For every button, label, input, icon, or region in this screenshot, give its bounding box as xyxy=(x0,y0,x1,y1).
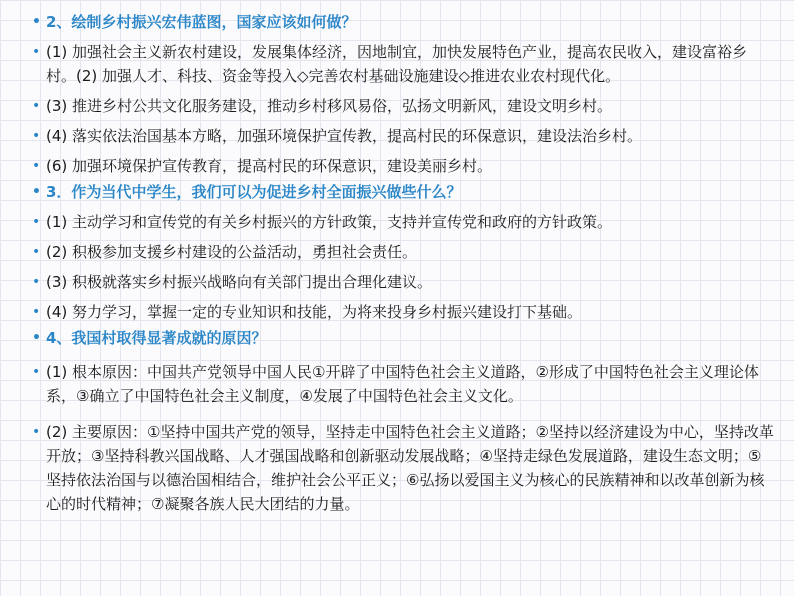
section-4-point-1 xyxy=(32,360,774,408)
item-text: (2) 主要原因：①坚持中国共产党的领导，坚持走中国特色社会主义道路；②坚持以经济建设为中心，坚持改革开放；③坚持科教兴国战略、人才强国战略和创新驱动发展战略；④坚持走绿色发展道路，建设生态文明；⑤坚持依法治国与以德治国相结合，维护社会公平正义；⑥弘扬以爱国主义为核心的民族精神和以改革创新为核心的时代精神；⑦凝聚各族人民大团结的力量。 xyxy=(46,423,774,513)
bullet-marker: • xyxy=(32,330,41,346)
item-text: (3) 推进乡村公共文化服务建设，推动乡村移风易俗，弘扬文明新风，建设文明乡村。 xyxy=(46,97,613,115)
section-3-point-4 xyxy=(32,300,774,324)
item-text: (6) 加强环境保护宣传教育，提高村民的环保意识，建设美丽乡村。 xyxy=(46,157,493,175)
item-text: (3) 积极就落实乡村振兴战略向有关部门提出合理化建议。 xyxy=(46,273,433,291)
section-2-heading xyxy=(32,10,774,34)
section-4-point-2 xyxy=(32,420,774,516)
section-2-point-4 xyxy=(32,124,774,148)
item-text: 2、绘制乡村振兴宏伟蓝图，国家应该如何做？ xyxy=(46,13,357,31)
section-2-point-3 xyxy=(32,94,774,118)
bullet-marker: • xyxy=(32,274,41,290)
bullet-marker: • xyxy=(32,98,41,114)
bullet-marker: • xyxy=(32,364,41,380)
item-text: (1) 加强社会主义新农村建设，发展集体经济，因地制宜，加快发展特色产业，提高农民收入，建设富裕乡村。(2) 加强人才、科技、资金等投入◇完善农村基础设施建设◇推进农业农村现代化。 xyxy=(46,43,748,85)
item-text: (1) 主动学习和宣传党的有关乡村振兴的方针政策，支持并宣传党和政府的方针政策。 xyxy=(46,213,613,231)
item-text: (4) 努力学习，掌握一定的专业知识和技能，为将来投身乡村振兴建设打下基础。 xyxy=(46,303,583,321)
section-3-point-3 xyxy=(32,270,774,294)
section-2-point-1-2 xyxy=(32,40,774,88)
section-3-heading xyxy=(32,180,774,204)
bullet-marker: • xyxy=(32,158,41,174)
section-3-point-2 xyxy=(32,240,774,264)
item-text: (1) 根本原因：中国共产党领导中国人民①开辟了中国特色社会主义道路，②形成了中国特色社会主义理论体系，③确立了中国特色社会主义制度，④发展了中国特色社会主义文化。 xyxy=(46,363,759,405)
section-3-point-1 xyxy=(32,210,774,234)
item-text: (2) 积极参加支援乡村建设的公益活动，勇担社会责任。 xyxy=(46,243,418,261)
bullet-marker: • xyxy=(32,44,41,60)
section-4-heading xyxy=(32,326,774,350)
item-text: (4) 落实依法治国基本方略，加强环境保护宣传教，提高村民的环保意识，建设法治乡村。 xyxy=(46,127,643,145)
item-text: 4、我国村取得显著成就的原因？ xyxy=(46,329,267,347)
bullet-marker: • xyxy=(32,304,41,320)
item-text: 3．作为当代中学生，我们可以为促进乡村全面振兴做些什么？ xyxy=(46,183,462,201)
bullet-marker: • xyxy=(32,128,41,144)
bullet-marker: • xyxy=(32,14,41,30)
bullet-marker: • xyxy=(32,214,41,230)
bullet-marker: • xyxy=(32,184,41,200)
bullet-marker: • xyxy=(32,424,41,440)
section-2-point-6 xyxy=(32,154,774,178)
bullet-marker: • xyxy=(32,244,41,260)
